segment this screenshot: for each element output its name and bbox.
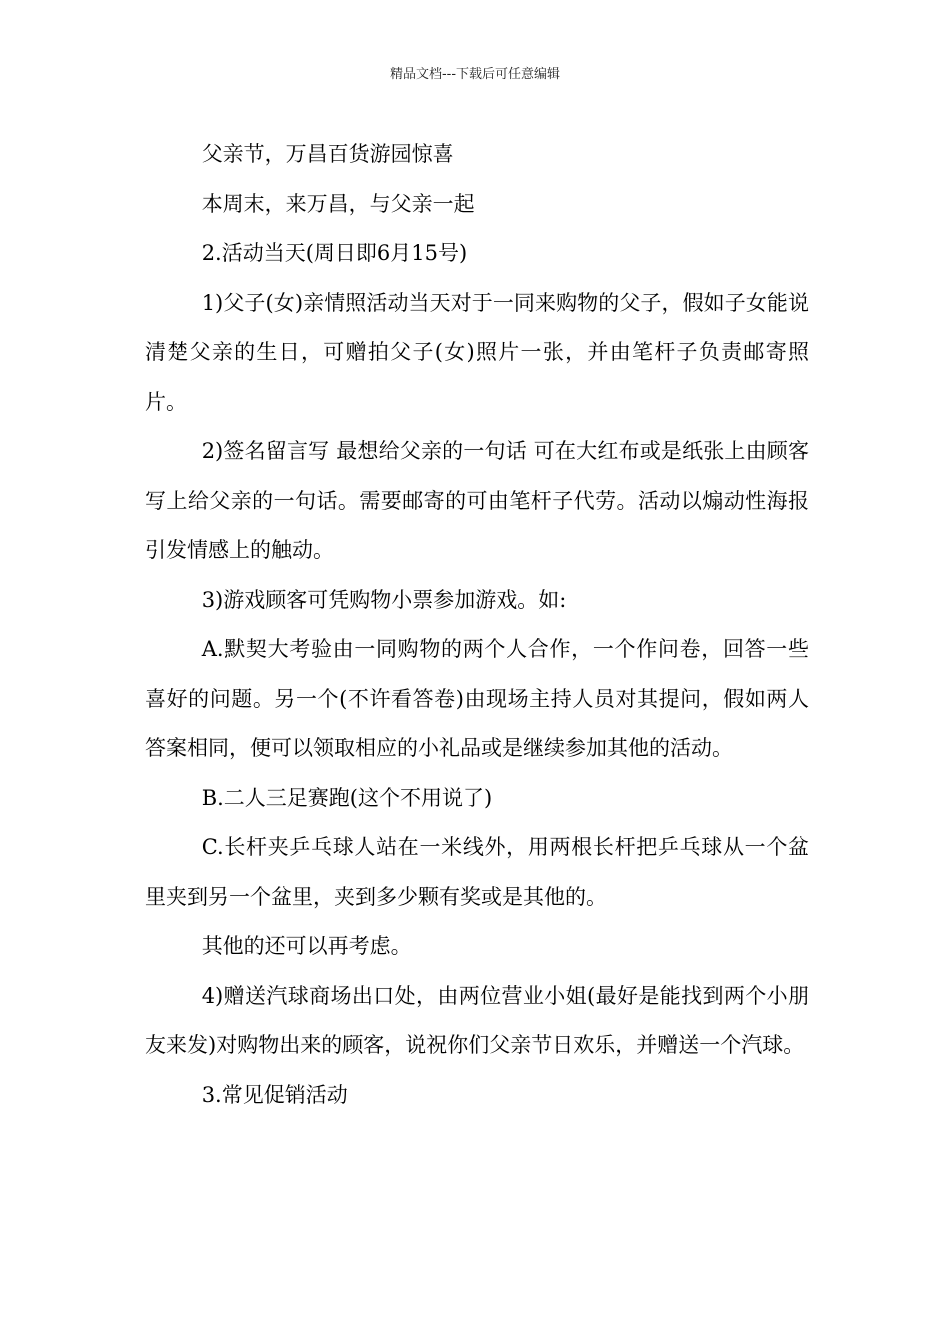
page-header: 精品文档---下载后可任意编辑 <box>389 67 561 82</box>
paragraph: B.二人三足赛跑(这个不用说了) <box>201 785 493 810</box>
section-heading: 2.活动当天(周日即6月15号) <box>201 241 468 265</box>
paragraph: 其他的还可以再考虑。 <box>201 934 412 958</box>
paragraph: 1)父子(女)亲情照活动当天对于一同来购物的父子，假如子女能说清楚父亲的生日，可赠拍父子(女)照片一张，并由笔杆子负责邮寄照片。 <box>145 290 809 414</box>
title-line: 父亲节，万昌百货游园惊喜 <box>201 142 454 166</box>
paragraph: C.长杆夹乒乓球人站在一米线外，用两根长杆把乒乓球从一个盆里夹到另一个盆里，夹到多少颗有奖或是其他的。 <box>145 835 809 909</box>
document-body <box>145 130 809 1120</box>
section-heading: 3.常见促销活动 <box>201 1082 348 1107</box>
paragraph: 4)赠送汽球商场出口处，由两位营业小姐(最好是能找到两个小朋友来发)对购物出来的顾客，说祝你们父亲节日欢乐，并赠送一个汽球。 <box>145 983 809 1057</box>
paragraph: A.默契大考验由一同购物的两个人合作，一个作问卷，回答一些喜好的问题。另一个(不许看答卷)由现场主持人员对其提问，假如两人答案相同，便可以领取相应的小礼品或是继续参加其他的活动。 <box>145 637 809 760</box>
paragraph: 2)签名留言写 最想给父亲的一句话 可在大红布或是纸张上由顾客写上给父亲的一句话。需要邮寄的可由笔杆子代劳。活动以煽动性海报引发情感上的触动。 <box>145 439 809 562</box>
subtitle-line: 本周末，来万昌，与父亲一起 <box>201 191 475 216</box>
paragraph: 3)游戏顾客可凭购物小票参加游戏。如: <box>201 587 567 612</box>
